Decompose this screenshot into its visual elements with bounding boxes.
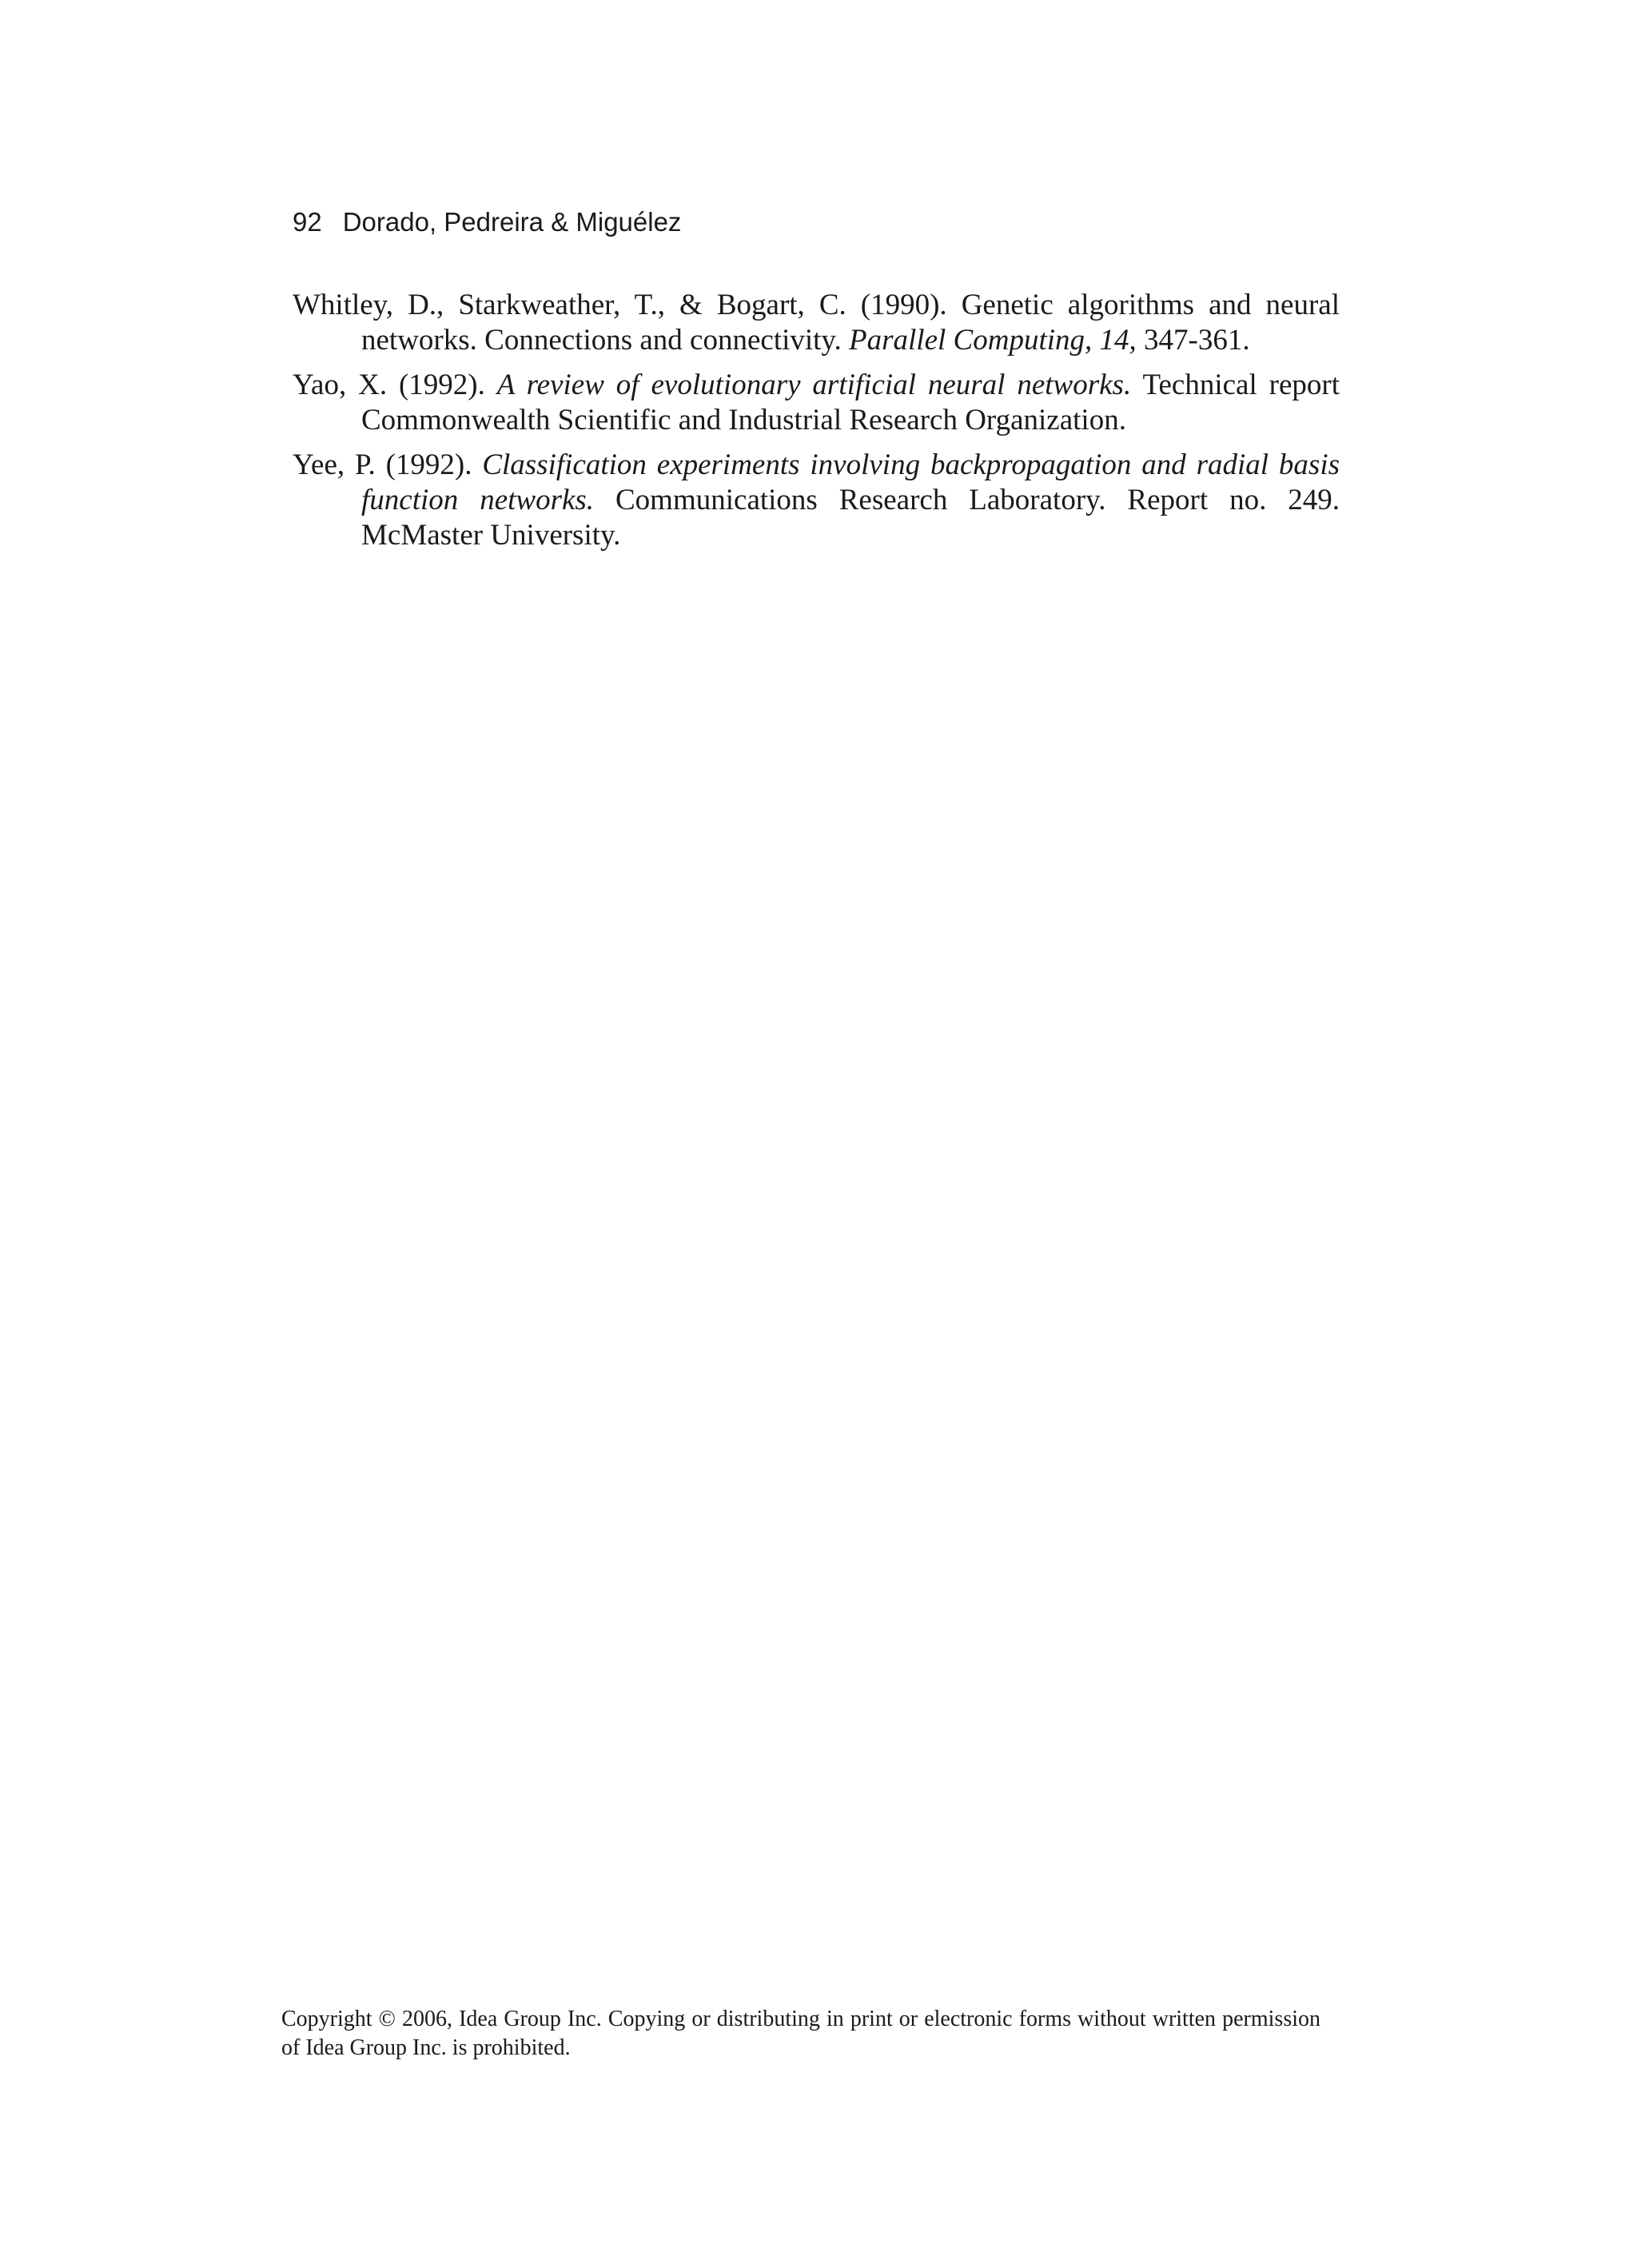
reference-whitley-1990 [293,288,1340,358]
reference-text: Yee, P. (1992). [293,448,483,481]
reference-title: A review of evolutionary artificial neural networks. [496,369,1132,401]
page-header [293,206,681,238]
page-number: 92 [293,207,322,237]
running-title: Dorado, Pedreira & Miguélez [342,207,682,237]
reference-yao-1992 [293,368,1340,438]
copyright-notice: Copyright © 2006, Idea Group Inc. Copying or distributing in print or electronic forms without written permission of Idea Group Inc. is prohibited. [281,2007,1320,2060]
reference-pages: 347-361. [1136,324,1250,357]
reference-list [293,288,1340,563]
reference-text: Yao, X. (1992). [293,369,497,401]
reference-title: Classification experiments involving backpropagation and radial basis function networks. [361,448,1340,516]
reference-publisher: Technical report Commonwealth Scientific and Industrial Research Organization. [361,369,1340,436]
reference-journal: Parallel Computing, 14, [849,324,1137,357]
reference-yee-1992 [293,448,1340,553]
reference-publisher: Communications Research Laboratory. Report no. 249. McMaster University. [361,484,1340,552]
reference-text: Whitley, D., Starkweather, T., & Bogart, C. (1990). Genetic algorithms and neural networks. Connections and connectivity. [293,289,1340,357]
